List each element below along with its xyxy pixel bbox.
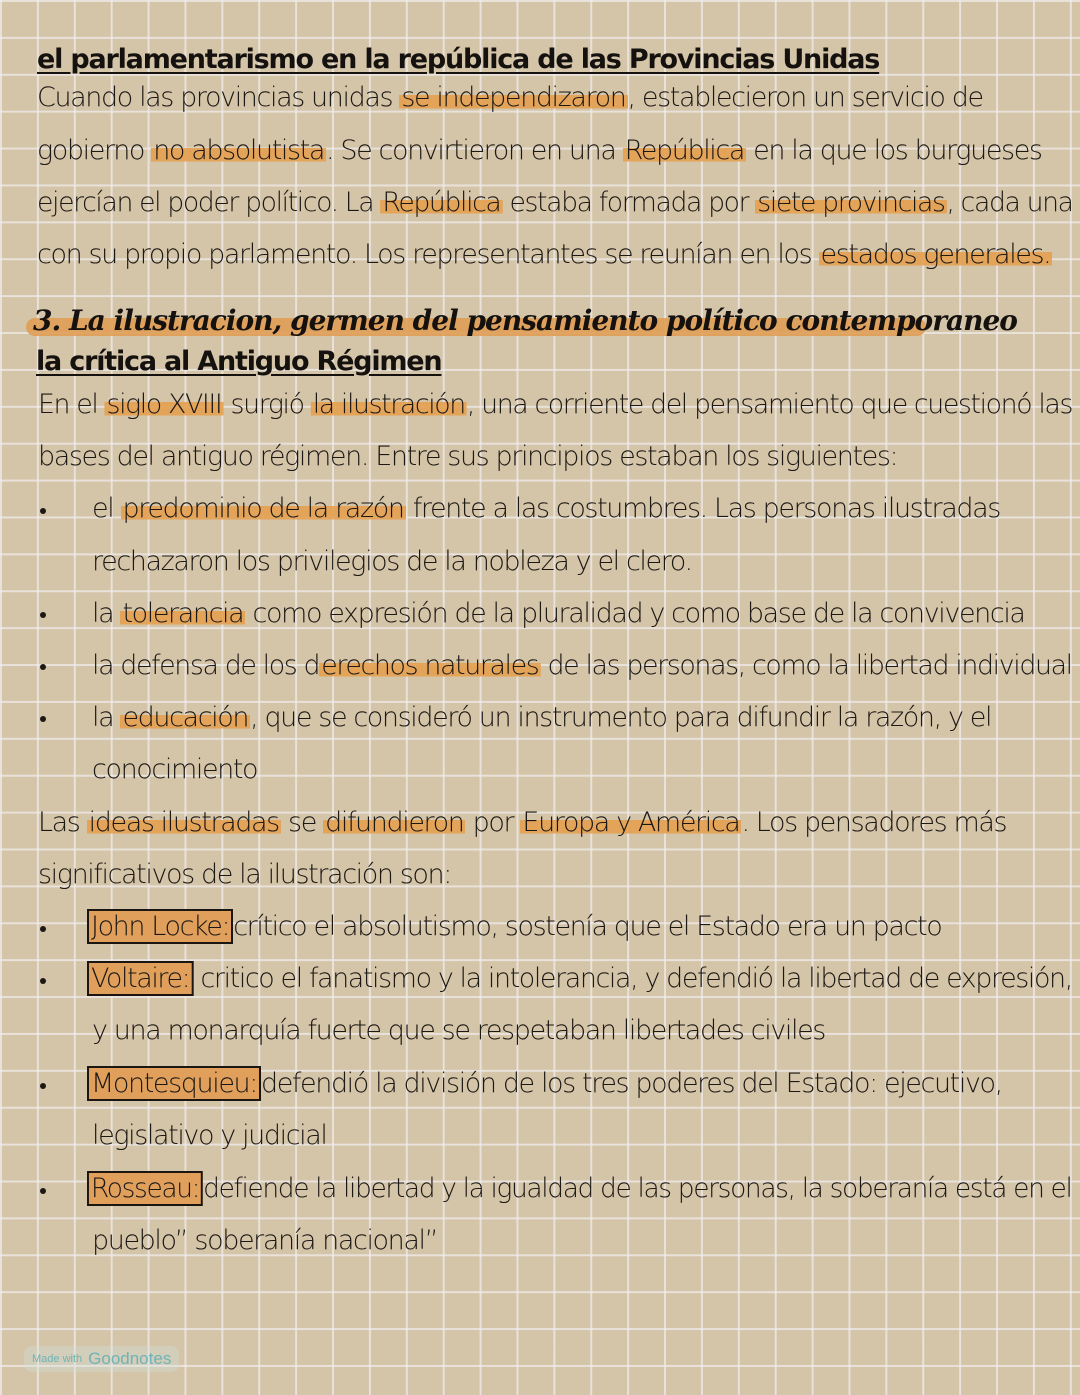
highlight: no absolutista: [153, 135, 325, 166]
section-heading-parlamentarismo: el parlamentarismo en la república de las Provincias Unidas: [37, 44, 880, 75]
text: , cada una: [946, 187, 1073, 218]
highlight: erechos naturales: [321, 650, 539, 681]
text: con su propio parlamento. Los representantes se reunían en los: [37, 239, 819, 270]
text: la defensa de los d: [92, 650, 320, 681]
text: frente a las costumbres. Las personas ilustradas: [405, 493, 1000, 524]
list-item-continuation: legislativo y judicial: [92, 1120, 327, 1151]
list-item: [92, 491, 1000, 527]
bullet-icon: [40, 508, 46, 514]
paragraph-line: [38, 805, 1006, 841]
text: surgió: [223, 389, 311, 420]
text: de las personas, como la libertad individual: [540, 650, 1072, 681]
text: . Se convirtieron en una: [326, 135, 623, 166]
text: critico el fanatismo y la intolerancia, y defendió la libertad de expresión,: [193, 963, 1072, 994]
highlight: República: [624, 135, 744, 166]
highlight: educación: [122, 702, 249, 733]
paragraph-line: [38, 857, 451, 893]
thinker-name-box: Rosseau:: [87, 1171, 203, 1206]
bullet-icon: [40, 664, 46, 670]
list-item-continuation: rechazaron los privilegios de la nobleza y el clero.: [92, 546, 692, 577]
paragraph-line: [37, 80, 983, 116]
text: , que se consideró un instrumento para difundir la razón, y el: [250, 702, 992, 733]
text: ejercían el poder político. La: [37, 187, 381, 218]
list-item-continuation: y una monarquía fuerte que se respetaban libertades civiles: [92, 1015, 825, 1046]
text: . Los pensadores más: [741, 807, 1007, 838]
text: se: [280, 807, 324, 838]
bullet-icon: [40, 612, 46, 618]
thinker-name-box: John Locke:: [87, 909, 233, 944]
paragraph-line: [38, 439, 897, 475]
highlight: siete provincias: [757, 187, 945, 218]
highlight: predominio de la razón: [122, 493, 404, 524]
highlight: la ilustración: [312, 389, 465, 420]
text: bases del antiguo régimen. Entre sus principios estaban los siguientes:: [38, 441, 898, 472]
subheading-critica: la crítica al Antiguo Régimen: [36, 346, 442, 377]
text: Las: [38, 807, 87, 838]
text: significativos de la ilustración son:: [38, 859, 451, 890]
thinker-name-box: Montesquieu:: [87, 1066, 261, 1101]
text: la: [92, 598, 121, 629]
thinker-item-voltaire: [87, 961, 1072, 997]
text: en la que los burgueses: [746, 135, 1042, 166]
text: como expresión de la pluralidad y como base de la convivencia: [245, 598, 1025, 629]
highlight: estados generales.: [820, 239, 1051, 270]
highlight: siglo XVIII: [106, 389, 222, 420]
text: el: [92, 493, 121, 524]
bullet-icon: [40, 978, 46, 984]
list-item-continuation: pueblo” soberanía nacional”: [92, 1225, 438, 1256]
thinker-item-rosseau: [87, 1171, 1071, 1207]
text: , una corriente del pensamiento que cuestionó las: [466, 389, 1073, 420]
highlight: ideas ilustradas: [88, 807, 279, 838]
goodnotes-logo-text: Goodnotes: [88, 1349, 172, 1368]
list-item: [92, 700, 991, 736]
text: defendió la división de los tres poderes del Estado: ejecutivo,: [260, 1068, 1002, 1099]
text: defiende la libertad y la igualdad de las personas, la soberanía está en el: [203, 1173, 1072, 1204]
thinker-name-box: Voltaire:: [87, 961, 193, 996]
bullet-icon: [40, 1188, 46, 1194]
section-title-ilustracion: 3. La ilustracion, germen del pensamiento político contemporaneo: [33, 304, 1017, 337]
text: por: [465, 807, 521, 838]
highlight: difundieron: [325, 807, 464, 838]
made-with-label: Made with: [32, 1353, 83, 1365]
bullet-icon: [40, 926, 46, 932]
bullet-icon: [40, 1083, 46, 1089]
text: estaba formada por: [502, 187, 756, 218]
paragraph-line: [38, 387, 1072, 423]
text: , establecieron un servicio de: [627, 82, 983, 113]
paragraph-line: [37, 237, 1052, 273]
highlight: tolerancia: [122, 598, 244, 629]
paragraph-line: [37, 133, 1042, 169]
list-item: [92, 648, 1072, 684]
thinker-item-locke: [87, 909, 941, 945]
text: gobierno: [37, 135, 152, 166]
text: En el: [38, 389, 105, 420]
list-item: [92, 596, 1025, 632]
bullet-icon: [40, 716, 46, 722]
text: Cuando las provincias unidas: [37, 82, 400, 113]
paragraph-line: [37, 185, 1073, 221]
highlight: República: [382, 187, 501, 218]
highlight: se independizaron: [401, 82, 626, 113]
goodnotes-watermark: [24, 1346, 179, 1372]
text: la: [92, 702, 121, 733]
highlight: Europa y América: [522, 807, 740, 838]
thinker-item-montesquieu: [87, 1066, 1002, 1102]
list-item-continuation: conocimiento: [92, 754, 258, 785]
text: crítico el absolutismo, sostenía que el Estado era un pacto: [233, 911, 942, 942]
